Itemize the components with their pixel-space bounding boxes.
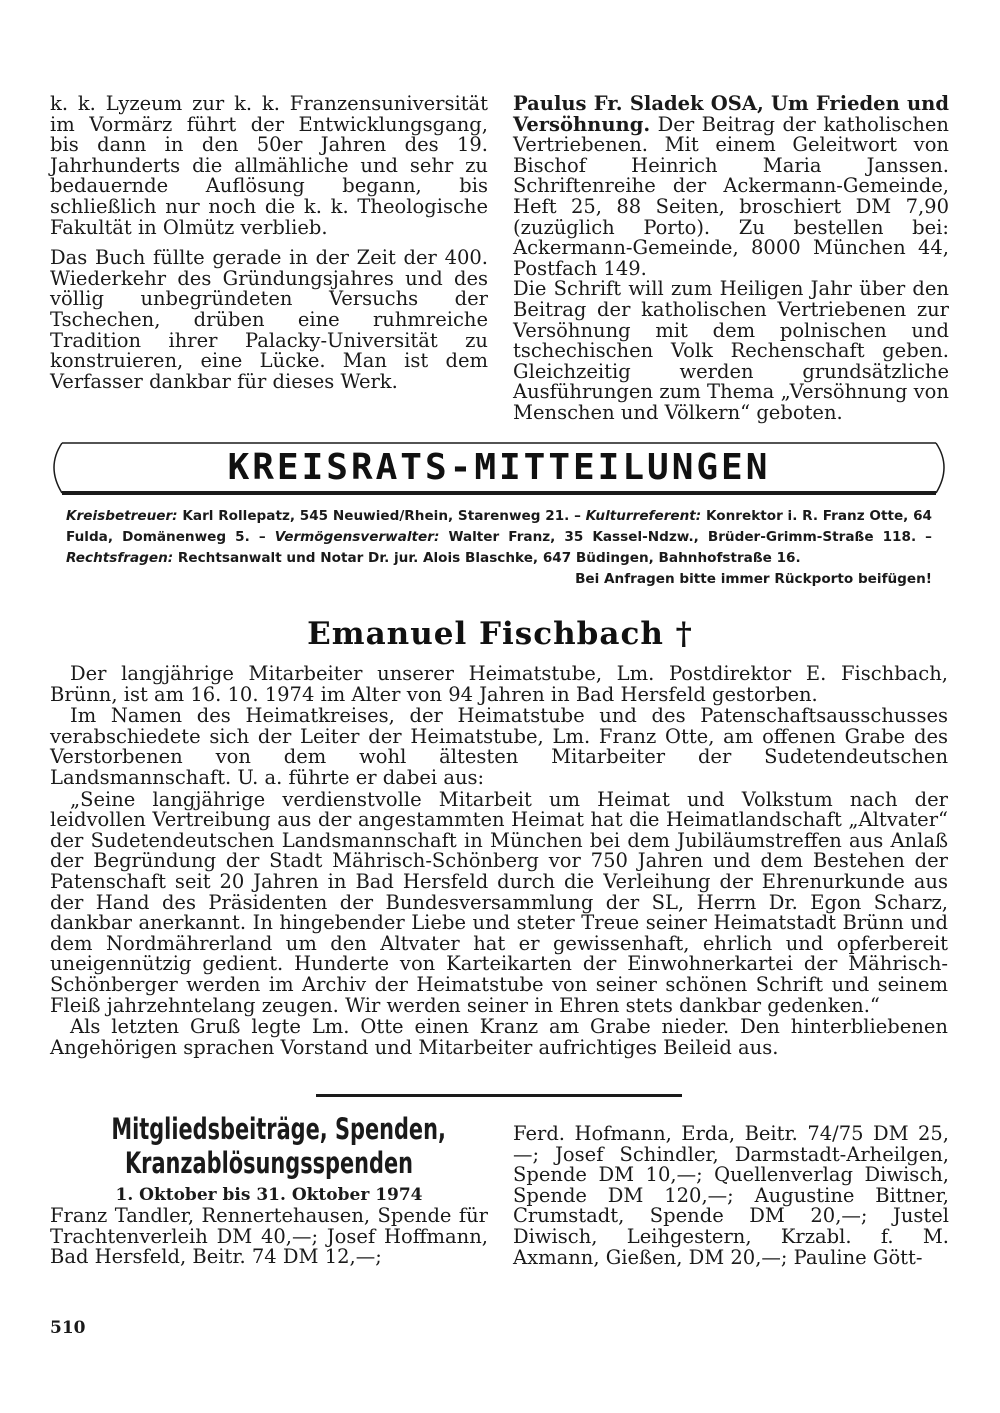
- donations-period: 1. Oktober bis 31. Oktober 1974: [115, 1185, 423, 1205]
- paragraph: k. k. Lyzeum zur k. k. Franzensuniversität im Vormärz führt der Entwicklungsgang, bis dann in den 50er Jahren des 19. Jahrhunderts die allmähliche und sehr zu bedauernde Auflösung begann, bis schließlich nur noch die k. k. Theologische Fakultät in Olmütz verblieb.: [50, 92, 488, 239]
- donations-right-column: [513, 1124, 949, 1268]
- paragraph: Als letzten Gruß legte Lm. Otte einen Kranz am Grabe nieder. Den hinterbliebenen Angehörigen sprachen Vorstand und Mitarbeiter aufrichtiges Beileid aus.: [50, 1015, 948, 1059]
- top-left-column: [50, 94, 488, 402]
- paragraph: Das Buch füllte gerade in der Zeit der 400. Wiederkehr des Gründungsjahres und des völlig unbegründeten Versuchs der Tschechen, drüben eine ruhmreiche Tradition ihrer Palacky-Universität zu konstruieren, eine Lücke. Man ist dem Verfasser dankbar für dieses Werk.: [50, 246, 488, 393]
- return-postage-notice: Bei Anfragen bitte immer Rückporto beifügen!: [575, 571, 932, 587]
- contact-label: Rechtsfragen:: [66, 550, 174, 566]
- donations-title-line: Kranzablösungsspenden: [124, 1146, 414, 1180]
- paragraph: Der langjährige Mitarbeiter unserer Heimatstube, Lm. Postdirektor E. Fischbach, Brünn, ist am 16. 10. 1974 im Alter von 94 Jahren in Bad Hersfeld gestorben.: [50, 662, 948, 706]
- page-number: 510: [50, 1318, 86, 1338]
- book-review: Die Schrift will zum Heiligen Jahr über den Beitrag der katholischen Vertriebenen zur Versöhnung mit dem polnischen und tschechischen Volk Rechenschaft geben. Gleichzeitig werden grundsätzliche Ausführungen zum Thema „Versöhnung von Menschen und Völkern“ geboten.: [513, 277, 949, 424]
- contact-label: Kreisbetreuer:: [66, 508, 178, 524]
- top-right-column: [513, 94, 949, 424]
- contact-text: Karl Rollepatz, 545 Neuwied/Rhein, Starenweg 21. –: [177, 508, 586, 524]
- donations-list: Ferd. Hofmann, Erda, Beitr. 74/75 DM 25,—; Josef Schindler, Darmstadt-Arheilgen, Spende DM 10,—; Quellenverlag Diwisch, Spende DM 120,—; Augustine Bittner, Crumstadt, Spende DM 20,—; Justel Diwisch, Leihgestern, Krzabl. f. M. Axmann, Gießen, DM 20,—; Pauline Gött-: [513, 1122, 949, 1269]
- contact-label: Kulturreferent:: [585, 508, 702, 524]
- donations-list: Franz Tandler, Rennertehausen, Spende für Trachtenverleih DM 40,—; Josef Hoffmann, Bad Hersfeld, Beitr. 74 DM 12,—;: [50, 1204, 488, 1269]
- contact-text: Konrektor i. R. Franz Otte, 64 Fulda, Domänenweg 5. –: [66, 508, 932, 545]
- donations-left-column: [50, 1206, 488, 1268]
- paragraph: Im Namen des Heimatkreises, der Heimatstube und des Patenschaftsausschusses verabschiedete sich der Leiter der Heimatstube, Lm. Franz Otte, am offenen Grabe des Verstorbenen von dem wohl ältesten Mitarbeiter der Sudetendeutschen Landsmannschaft. U. a. führte er dabei aus:: [50, 704, 948, 789]
- obituary-body: [50, 664, 948, 1059]
- obituary-title: Emanuel Fischbach †: [307, 616, 693, 652]
- donations-heading: [50, 1112, 488, 1206]
- contact-label: Vermögensverwalter:: [274, 529, 440, 545]
- section-title: KREISRATS-MITTEILUNGEN: [227, 447, 771, 488]
- book-details: Der Beitrag der katholischen Vertriebenen. Mit einem Geleitwort von Bischof Heinrich Maria Janssen. Schriftenreihe der Ackermann-Gemeinde, Heft 25, 88 Seiten, broschiert DM 7,90 (zuzüglich Porto). Zu bestellen bei: Ackermann-Gemeinde, 8000 München 44, Postfach 149.: [513, 112, 949, 280]
- section-banner: [48, 437, 950, 497]
- book-notice: [513, 94, 949, 279]
- donations-title: [111, 1112, 446, 1180]
- donations-title-line: Mitgliedsbeiträge, Spenden,: [111, 1112, 446, 1146]
- contact-block: [66, 506, 932, 569]
- contact-text: Walter Franz, 35 Kassel-Ndzw., Brüder-Grimm-Straße 118. –: [439, 529, 932, 545]
- contact-text: Rechtsanwalt und Notar Dr. jur. Alois Blaschke, 647 Büdingen, Bahnhofstraße 16.: [173, 550, 801, 566]
- book-heading: Paulus Fr. Sladek OSA, Um Frieden und Versöhnung.: [513, 92, 949, 136]
- quote-paragraph: „Seine langjährige verdienstvolle Mitarbeit um Heimat und Volkstum nach der leidvollen Vertreibung aus der angestammten Heimat hat die Heimatlandschaft „Altvater“ der Sudetendeutschen Landsmannschaft in München bei dem Jubiläumstreffen aus Anlaß der Begründung der Stadt Mährisch-Schönberg vor 750 Jahren und dem Bestehen der Patenschaft seit 20 Jahren in Bad Hersfeld durch die Verleihung der Ehrenurkunde aus der Hand des Präsidenten der Bundesversammlung der SL, Herrn Dr. Egon Scharz, dankbar anerkannt. In hingebender Liebe und steter Treue seiner Heimatstadt Brünn und dem Nordmährerland um den Altvater hat er gewissenhaft, ehrlich und opferbereit uneigennützig gedient. Hunderte von Karteikarten der Einwohnerkartei der Mährisch-Schönberger werden im Archiv der Heimatstube von seiner schönen Schrift und seinem Fleiß jahrzehntelang zeugen. Wir werden seiner in Ehren stets dankbar gedenken.“: [50, 787, 948, 1017]
- section-divider: [316, 1094, 682, 1097]
